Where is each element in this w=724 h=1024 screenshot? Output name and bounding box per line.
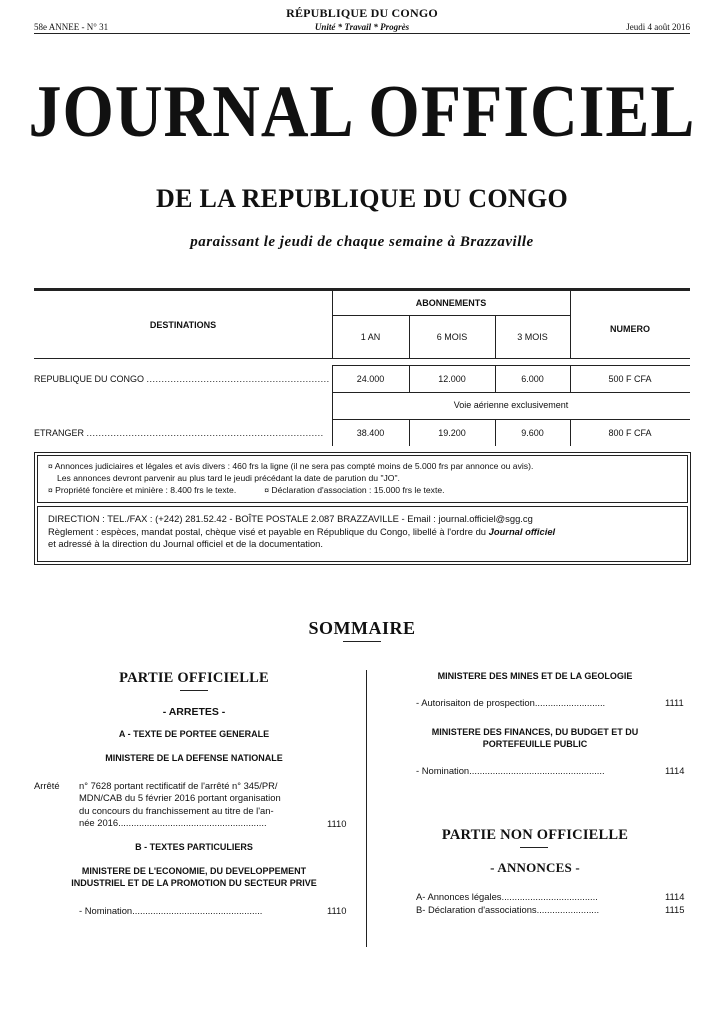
notice-line: ¤ Propriété foncière et minière : 8.400 frs le texte. ¤ Déclaration d'association : 15.000 frs le texte. xyxy=(48,485,445,495)
partie-officielle-title: PARTIE OFFICIELLE xyxy=(119,670,269,686)
table-hline xyxy=(332,365,690,366)
row-congo-numero: 500 F CFA xyxy=(608,374,652,384)
contact-line: et adressé à la direction du Journal officiel et de la documentation. xyxy=(48,538,323,549)
row-foreign-numero: 800 F CFA xyxy=(608,428,652,438)
contact-line: DIRECTION : TEL./FAX : (+242) 281.52.42 - BOÎTE POSTALE 2.087 BRAZZAVILLE - Email : journal.officiel@sgg.cg xyxy=(48,513,533,524)
row-foreign-6mois: 19.200 xyxy=(438,428,466,438)
col-3mois: 3 MOIS xyxy=(517,332,548,342)
col-abonnements: ABONNEMENTS xyxy=(415,298,487,308)
subscription-table xyxy=(34,288,690,448)
col-1an: 1 AN xyxy=(360,332,381,342)
row-congo-1an: 24.000 xyxy=(356,374,385,384)
arrete-text: n° 7628 portant rectificatif de l'arrêté n° 345/PR/ MDN/CAB du 5 février 2016 portant organisation du concours du franchissement au titre de l'an- née 2016......................................................... xyxy=(79,780,281,829)
sommaire-rule xyxy=(343,641,381,642)
declaration-associations-entry: B- Déclaration d'associations........................ xyxy=(416,904,600,915)
nomination-page-left: 1110 xyxy=(327,905,347,916)
col-numero: NUMERO xyxy=(610,324,650,334)
contact-box xyxy=(37,506,688,562)
part-rule xyxy=(180,690,208,691)
autorisation-page: 1111 xyxy=(665,697,684,708)
sommaire-title: SOMMAIRE xyxy=(308,618,416,638)
annonces-heading: - ANNONCES - xyxy=(490,860,580,875)
ministry-economie-heading: MINISTERE DE L'ECONOMIE, DU DEVELOPPEMENT INDUSTRIEL ET DE LA PROMOTION DU SECTEUR PRIVE xyxy=(71,866,317,888)
row-congo-6mois: 12.000 xyxy=(438,374,466,384)
arretes-heading: - ARRETES - xyxy=(162,706,226,718)
row-foreign-label: ETRANGER ............................................................................... xyxy=(34,428,324,438)
issue-date: Jeudi 4 août 2016 xyxy=(626,22,690,32)
arrete-page: 1110 xyxy=(327,818,347,829)
row-congo-3mois: 6.000 xyxy=(521,374,544,384)
table-hline xyxy=(332,392,690,393)
col-6mois: 6 MOIS xyxy=(436,332,468,342)
header-center xyxy=(0,6,724,32)
header-rule xyxy=(34,33,690,34)
contact-line: Règlement : espèces, mandat postal, chèque visé et payable en République du Congo, libellé à l'ordre du Journal officiel xyxy=(48,525,556,537)
air-note: Voie aérienne exclusivement xyxy=(453,400,569,410)
ministry-defense-heading: MINISTERE DE LA DEFENSE NATIONALE xyxy=(105,753,283,763)
journal-subtitle: DE LA REPUBLIQUE DU CONGO xyxy=(156,184,568,213)
table-top-rule xyxy=(34,288,690,291)
section-a-heading: A - TEXTE DE PORTEE GENERALE xyxy=(118,729,270,739)
table-hline xyxy=(34,358,690,359)
section-b-heading: B - TEXTES PARTICULIERS xyxy=(135,842,253,852)
ministry-mines-heading: MINISTERE DES MINES ET DE LA GEOLOGIE xyxy=(437,671,633,681)
republic-name: RÉPUBLIQUE DU CONGO xyxy=(286,6,438,20)
table-vline xyxy=(570,288,571,358)
national-motto: Unité * Travail * Progrès xyxy=(314,22,410,32)
nomination-entry-right: - Nomination.................................................... xyxy=(416,765,605,776)
notice-line: ¤ Annonces judiciaires et légales et avis divers : 460 frs la ligne (il ne sera pas compté moins de 5.000 frs par annonce ou avis). xyxy=(48,461,534,471)
column-divider xyxy=(366,670,367,947)
annonces-legales-entry: A- Annonces légales..................................... xyxy=(416,891,598,902)
table-hline xyxy=(332,419,690,420)
row-congo-label: REPUBLIQUE DU CONGO ............................................................. xyxy=(34,374,330,384)
notice-line: Les annonces devront parvenir au plus tard le jeudi précédant la date de parution du "JO". xyxy=(57,473,400,483)
col-destinations: DESTINATIONS xyxy=(149,320,217,330)
part-rule xyxy=(520,847,548,848)
table-hline xyxy=(332,315,570,316)
nomination-entry-left: - Nomination.................................................. xyxy=(79,905,263,916)
partie-non-officielle-title: PARTIE NON OFFICIELLE xyxy=(441,827,629,843)
annonces-legales-page: 1114 xyxy=(665,891,685,902)
journal-tagline: paraissant le jeudi de chaque semaine à Brazzaville xyxy=(190,234,534,250)
autorisation-entry: - Autorisaiton de prospection........................... xyxy=(416,697,606,708)
row-foreign-3mois: 9.600 xyxy=(521,428,544,438)
journal-title: JOURNAL OFFICIEL xyxy=(28,71,696,153)
ministry-finances-heading: MINISTERE DES FINANCES, DU BUDGET ET DU PORTEFEUILLE PUBLIC xyxy=(431,727,639,749)
issue-number: 58e ANNEE - N° 31 xyxy=(34,22,109,32)
arrete-label: Arrêté xyxy=(34,780,60,791)
nomination-page-right: 1114 xyxy=(665,765,685,776)
row-foreign-1an: 38.400 xyxy=(356,428,385,438)
notices-box xyxy=(37,455,688,503)
declaration-associations-page: 1115 xyxy=(665,904,685,915)
